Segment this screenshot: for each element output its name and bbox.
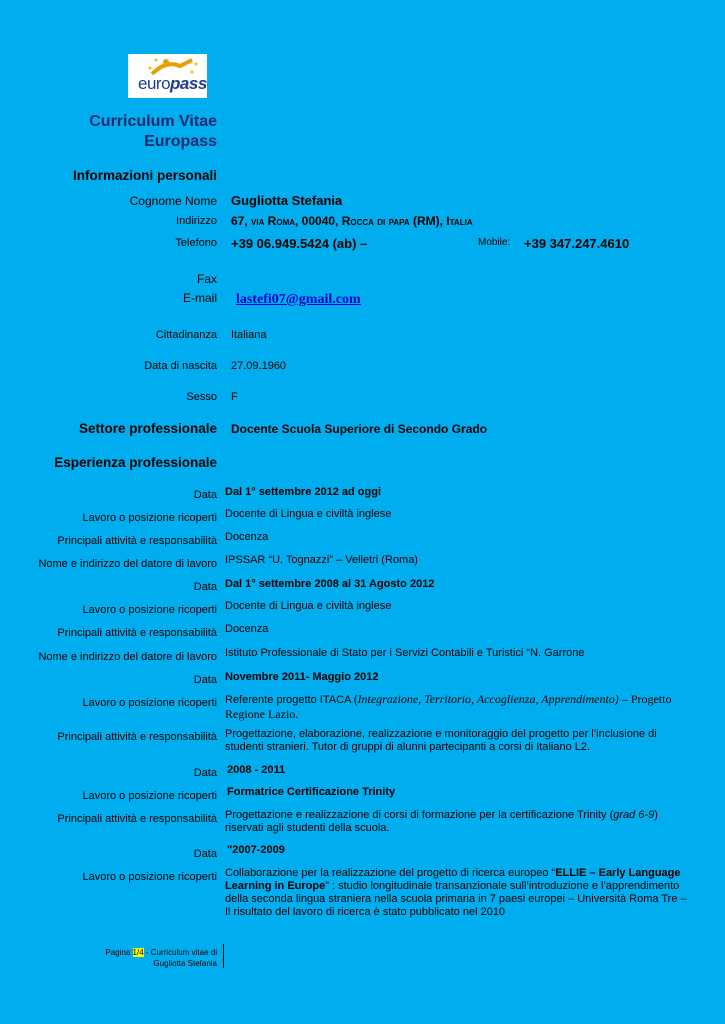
logo-text: europass <box>138 74 207 93</box>
sex-value: F <box>231 391 238 403</box>
citizenship-label: Cittadinanza <box>155 329 217 341</box>
activities-value: Progettazione e realizzazione di corsi di formazione per la certificazione Trinity (grad 6-9) riservati agli studenti della scuola. <box>225 809 658 834</box>
position-label: Lavoro o posizione ricoperti <box>82 790 217 802</box>
date-label: Data <box>193 767 217 779</box>
address-label: Indirizzo <box>176 215 217 227</box>
activities-label: Principali attività e responsabilità <box>57 731 217 743</box>
employer-label: Nome e indirizzo del datore di lavoro <box>38 558 217 570</box>
date-value: "2007-2009 <box>227 844 285 856</box>
page-footer: Pagina 1/4 - Curriculum vitae di Gugliotta Stefania <box>105 948 217 968</box>
europass-logo <box>128 54 207 98</box>
activities-value: Docenza <box>225 623 269 635</box>
phone-value: +39 06.949.5424 (ab) – <box>231 236 368 251</box>
activities-value: Docenza <box>225 531 269 543</box>
birth-label: Data di nascita <box>144 360 217 372</box>
cv-title-line2: Europass <box>144 133 217 150</box>
date-value: Dal 1° settembre 2008 al 31 Agosto 2012 <box>225 578 435 590</box>
sector-value: Docente Scuola Superiore di Secondo Grado <box>231 422 488 436</box>
personal-info-heading: Informazioni personali <box>72 168 217 183</box>
date-label: Data <box>193 674 217 686</box>
employer-label: Nome e indirizzo del datore di lavoro <box>38 651 217 663</box>
email-link[interactable]: lastefi07@gmail.com <box>236 292 361 307</box>
activities-label: Principali attività e responsabilità <box>57 627 217 639</box>
position-label: Lavoro o posizione ricoperti <box>82 871 217 883</box>
birth-value: 27.09.1960 <box>231 360 287 372</box>
fax-label: Fax <box>196 272 217 286</box>
employer-value: IPSSAR “U. Tognazzi” – Velletri (Roma) <box>225 554 418 566</box>
activities-label: Principali attività e responsabilità <box>57 535 217 547</box>
experience-heading: Esperienza professionale <box>54 455 217 470</box>
position-value: Collaborazione per la realizzazione del progetto di ricerca europeo “ELLIE – Early Language Learning in Europe” : studio longitudinale transanzionale sull’introduzione e l’apprendimento della seconda lingua straniera nella scuola primaria in 7 paesi europei – Università Roma Tre – Il risultato del lavoro di ricerca è stato pubblicato nel 2010 <box>225 867 687 918</box>
date-value: Dal 1° settembre 2012 ad oggi <box>225 486 382 498</box>
employer-value: Istituto Professionale di Stato per i Servizi Contabili e Turistici “N. Garrone <box>225 647 585 659</box>
date-label: Data <box>193 489 217 501</box>
phone-label: Telefono <box>175 237 217 249</box>
position-value: Docente di Lingua e civiltà inglese <box>225 508 392 520</box>
name-value: Gugliotta Stefania <box>231 193 343 208</box>
position-label: Lavoro o posizione ricoperti <box>82 512 217 524</box>
position-label: Lavoro o posizione ricoperti <box>82 604 217 616</box>
cv-title-line1: Curriculum Vitae <box>89 113 217 130</box>
position-label: Lavoro o posizione ricoperti <box>82 697 217 709</box>
date-value: Novembre 2011- Maggio 2012 <box>225 671 379 683</box>
date-label: Data <box>193 581 217 593</box>
mobile-value: +39 347.247.4610 <box>524 236 630 251</box>
position-value: Formatrice Certificazione Trinity <box>227 786 396 798</box>
activities-value: Progettazione, elaborazione, realizzazione e monitoraggio del progetto per l’inclusione di studenti stranieri. Tutor di gruppi di alunni partecipanti a corsi di Italiano L2. <box>225 728 657 753</box>
sex-label: Sesso <box>186 391 217 403</box>
activities-label: Principali attività e responsabilità <box>57 813 217 825</box>
citizenship-value: Italiana <box>231 329 267 341</box>
sector-heading: Settore professionale <box>78 421 217 436</box>
address-value: 67, via Roma, 00040, Rocca di papa (RM), Italia <box>231 214 473 228</box>
email-label: E-mail <box>182 291 217 305</box>
page-number: 1/4 <box>132 948 144 957</box>
date-value: 2008 - 2011 <box>227 764 286 776</box>
position-value: Docente di Lingua e civiltà inglese <box>225 600 392 612</box>
position-value: Referente progetto ITACA (Integrazione, Territorio, Accoglienza, Apprendimento) – Progetto Regione Lazio. <box>225 692 672 721</box>
name-label: Cognome Nome <box>129 194 217 208</box>
mobile-label: Mobile: <box>478 237 511 248</box>
date-label: Data <box>193 848 217 860</box>
footer-divider <box>223 944 224 968</box>
